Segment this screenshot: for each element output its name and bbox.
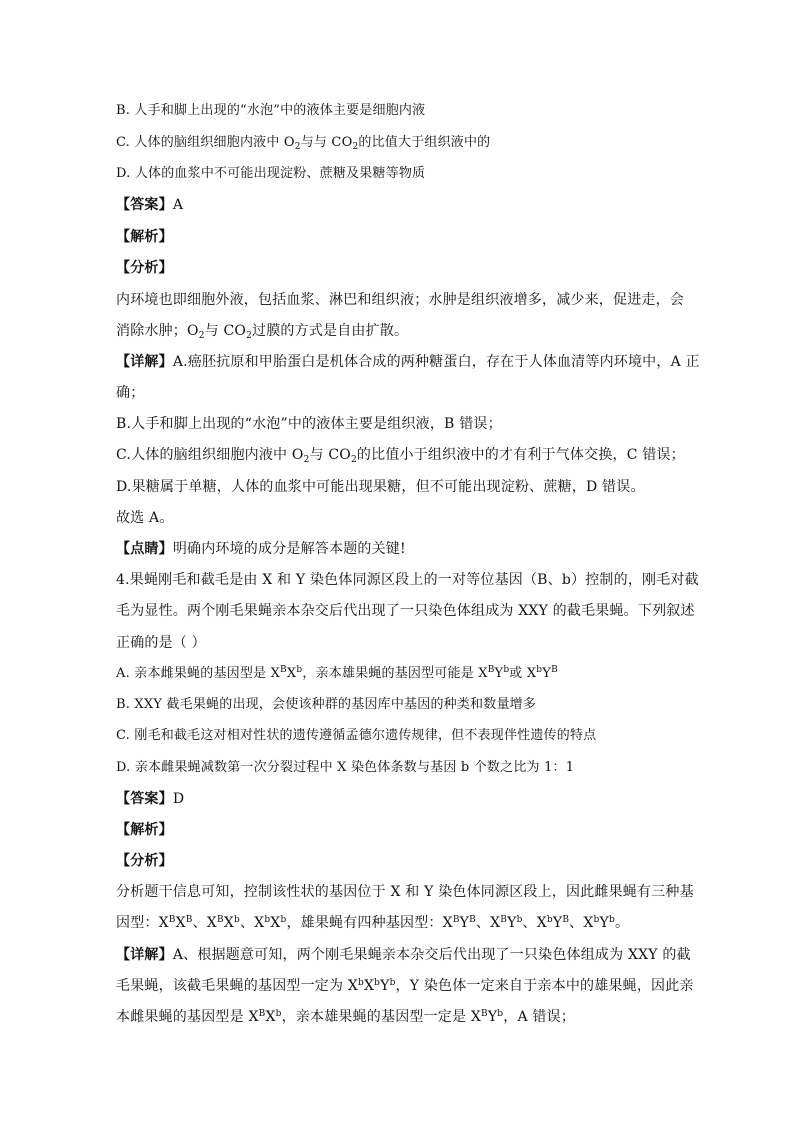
key-point-tag: 【点睛】	[116, 541, 173, 557]
option-b-line: B. 人手和脚上出现的“水泡”中的液体主要是细胞内液	[116, 103, 426, 118]
question-4-line-3: 正确的是（ ）	[116, 635, 206, 651]
detail-line-4: C.人体的脑组织细胞内液中 $O_2$与 $CO_2$的比值小于组织液中的才有利于气体交换，C 错误；	[116, 447, 685, 465]
question-4-line-1: 4.果蝇刚毛和截毛是由 X 和 Y 染色体同源区段上的一对等位基因（B、b）控制的，刚毛对截	[116, 572, 699, 588]
answer-tag-2: 【答案】	[116, 791, 173, 807]
q4-option-c: C. 刚毛和截毛这对相对性状的遗传遵循孟德尔遗传规律，但不表现伴性遗传的特点	[116, 728, 597, 743]
detail2-line-2: 毛果蝇，该截毛果蝇的基因型一定为 $X^bX^bY^b$，Y 染色体一定来自于亲本中的雄果蝇，因此亲	[116, 978, 694, 994]
q4-option-a: A. 亲本雌果蝇的基因型是 $X^BX^b$，亲本雄果蝇的基因型可能是 $X^BY^b$或 $X^bY^B$	[116, 665, 558, 681]
fenxi-heading-2: 【分析】	[116, 853, 173, 869]
detail-line-3: B.人手和脚上出现的“水泡”中的液体主要是组织液，B 错误；	[116, 416, 502, 432]
detail-tag-2: 【详解】	[116, 947, 173, 963]
answer-tag: 【答案】	[116, 197, 173, 213]
answer-value-2: D	[172, 791, 185, 807]
fenxi-text-line-1: 内环境也即细胞外液，包括血浆、淋巴和组织液；水肿是组织液增多，减少来，促进走，会	[116, 292, 684, 308]
fenxi2-text-line-2: 因型：$X^BX^B$、$X^BX^b$、$X^bX^b$，雄果蝇有四种基因型：$X^BY^B$、$X^BY^b$、$X^bY^B$、$X^bY^b$。	[116, 915, 630, 931]
detail-line-5: D.果糖属于单糖，人体的血浆中可能出现果糖，但不可能出现淀粉、蔗糖，D 错误。	[116, 479, 645, 495]
fenxi-text-line-2: 消除水肿；$O_2$与 $CO_2$过膜的方式是自由扩散。	[116, 323, 409, 341]
detail2-line-3: 本雌果蝇的基因型是 $X^BX^b$，亲本雄果蝇的基因型一定是 $X^BY^b$，A 错误；	[116, 1009, 576, 1025]
answer-line	[116, 195, 681, 215]
fenxi-heading: 【分析】	[116, 260, 173, 276]
analysis-heading-2: 【解析】	[116, 822, 173, 838]
conclusion-line: 故选 A。	[116, 510, 174, 526]
q4-option-b: B. XXY 截毛果蝇的出现，会使该种群的基因库中基因的种类和数量增多	[116, 697, 537, 712]
question-4-line-2: 毛为显性。两个刚毛果蝇亲本杂交后代出现了一只染色体组成为 XXY 的截毛果蝇。下列叙述	[116, 603, 695, 619]
q4-option-d: D. 亲本雌果蝇减数第一次分裂过程中 X 染色体条数与基因 b 个数之比为 1：1	[116, 760, 575, 775]
key-point-line: 【点睛】明确内环境的成分是解答本题的关键!	[116, 541, 406, 557]
option-c-line: C. 人体的脑组织细胞内液中 $O_2$与与 $CO_2$的比值大于组织液中的	[116, 135, 491, 152]
option-d-line: D. 人体的血浆中不可能出现淀粉、蔗糖及果糖等物质	[116, 166, 426, 181]
answer-line-2	[116, 789, 681, 809]
detail-line-1: 【详解】A.癌胚抗原和甲胎蛋白是机体合成的两种糖蛋白，存在于人体血清等内环境中，A 正	[116, 354, 700, 370]
answer-value: A	[172, 197, 184, 213]
analysis-heading: 【解析】	[116, 229, 173, 245]
fenxi2-text-line-1: 分析题干信息可知，控制该性状的基因位于 X 和 Y 染色体同源区段上，因此雌果蝇有三种基	[116, 884, 694, 900]
detail2-line-1: 【详解】A、根据题意可知，两个刚毛果蝇亲本杂交后代出现了一只染色体组成为 XXY 的截	[116, 947, 691, 963]
detail-line-2: 确；	[116, 385, 145, 401]
detail-tag: 【详解】	[116, 354, 173, 370]
